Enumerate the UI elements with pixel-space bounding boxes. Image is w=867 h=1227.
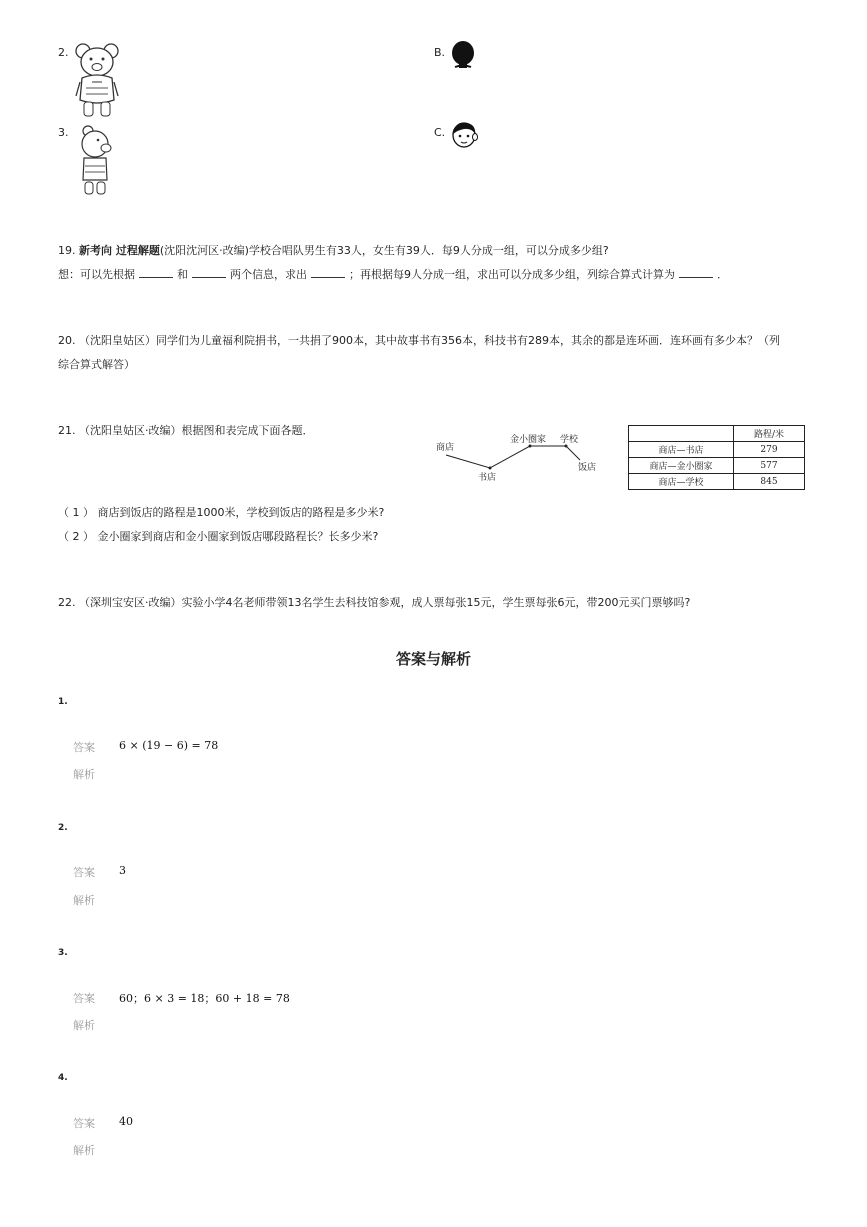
- answer-blank-1[interactable]: [139, 267, 173, 278]
- answer-label: 答案: [73, 866, 95, 879]
- option-b-letter: B.: [434, 46, 446, 59]
- option-3-number: 3.: [58, 126, 69, 139]
- table-row: [629, 474, 805, 490]
- table-cell-distance: 279: [734, 442, 805, 458]
- map-label-shop: 商店: [436, 443, 455, 453]
- question-21-sub1: （ 1 ） 商店到饭店的路程是1000米，学校到饭店的路程是多少米?: [58, 506, 385, 519]
- table-row: [629, 458, 805, 474]
- table-cell-route: 商店—书店: [629, 442, 734, 458]
- answer-blank-2[interactable]: [192, 267, 226, 278]
- question-19-hint: [58, 264, 728, 286]
- bear-front-icon: [74, 42, 120, 120]
- answer-blank-3[interactable]: [311, 267, 345, 278]
- analysis-label: 解析: [73, 894, 95, 907]
- answer-value: 40: [119, 1115, 133, 1128]
- question-22: 22. （深圳宝安区·改编）实验小学4名老师带领13名学生去科技馆参观，成人票每张15元，学生票每张6元，带200元买门票够吗?: [58, 596, 691, 609]
- boy-face-icon: [450, 120, 478, 150]
- head-back-icon: [450, 40, 476, 70]
- table-cell-distance: 577: [734, 458, 805, 474]
- answer-value: 60；6 × 3 = 18；60 + 18 = 78: [119, 992, 290, 1005]
- answer-value: 6 × (19 − 6) = 78: [119, 739, 219, 752]
- question-21-sub2: （ 2 ） 金小圈家到商店和金小圈家到饭店哪段路程长？长多少米?: [58, 530, 379, 543]
- hint-part-a: 想：可以先根据: [58, 268, 135, 281]
- map-label-jin-home: 金小圈家: [510, 435, 547, 445]
- table-header-distance: 路程/米: [734, 426, 805, 442]
- bear-side-icon: [78, 124, 114, 198]
- table-header-empty: [629, 426, 734, 442]
- answer-number: 2.: [58, 823, 68, 833]
- map-label-bookstore: 书店: [478, 473, 497, 483]
- question-21: 21. （沈阳皇姑区·改编）根据图和表完成下面各题．: [58, 424, 314, 437]
- question-19-tag: 新考向 过程解题: [79, 244, 160, 257]
- question-20-line1: 20. （沈阳皇姑区）同学们为儿童福利院捐书，一共捐了900本，其中故事书有356本，科技书有289本，其余的都是连环画．连环画有多少本？（列: [58, 334, 780, 347]
- hint-part-e: ．: [717, 268, 728, 281]
- analysis-label: 解析: [73, 768, 95, 781]
- map-label-school: 学校: [560, 435, 579, 445]
- option-2-number: 2.: [58, 46, 69, 59]
- table-row: [629, 442, 805, 458]
- map-label-restaurant: 饭店: [578, 463, 597, 473]
- hint-part-c: 两个信息，求出: [230, 268, 307, 281]
- answer-label: 答案: [73, 992, 95, 1005]
- option-c-letter: C.: [434, 126, 446, 139]
- answer-label: 答案: [73, 741, 95, 754]
- table-cell-route: 商店—金小圈家: [629, 458, 734, 474]
- answer-number: 1.: [58, 697, 68, 707]
- answers-section-title: 答案与解析: [395, 650, 471, 668]
- hint-part-b: 和: [177, 268, 188, 281]
- answer-label: 答案: [73, 1117, 95, 1130]
- answer-number: 3.: [58, 948, 68, 958]
- answer-value: 3: [119, 864, 126, 877]
- analysis-label: 解析: [73, 1019, 95, 1032]
- table-cell-distance: 845: [734, 474, 805, 490]
- hint-part-d: ；再根据每9人分成一组，求出可以分成多少组，列综合算式计算为: [349, 268, 675, 281]
- question-19: [58, 240, 609, 262]
- analysis-label: 解析: [73, 1144, 95, 1157]
- question-20-line2: 综合算式解答）: [58, 358, 135, 371]
- route-map: [428, 424, 618, 492]
- table-cell-route: 商店—学校: [629, 474, 734, 490]
- answer-blank-4[interactable]: [679, 267, 713, 278]
- question-19-text: (沈阳沈河区·改编)学校合唱队男生有33人，女生有39人．每9人分成一组，可以分成多少组?: [159, 244, 609, 257]
- question-19-number: 19.: [58, 244, 76, 257]
- route-table: [628, 425, 805, 490]
- answer-number: 4.: [58, 1073, 68, 1083]
